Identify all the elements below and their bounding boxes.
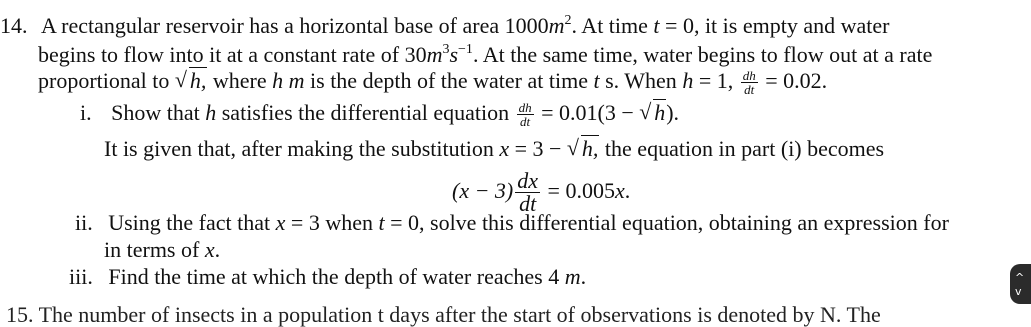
chevron-up-icon[interactable]: ^ — [1015, 271, 1025, 284]
chevron-down-icon[interactable]: v — [1015, 285, 1022, 298]
sqrt-h: √ h, — [175, 66, 208, 95]
fraction-dh-dt: $\frac{dh}{dt}$ — [742, 68, 756, 98]
part-i: i. Show that h satisfies the differential equation $\frac{dh}{dt}$ = 0.01(3 − √ h). — [80, 98, 679, 128]
part-i-label: i. — [80, 100, 92, 125]
part-iii-label: iii. — [69, 264, 93, 289]
scroll-nav-widget[interactable] — [1010, 264, 1031, 304]
question-number: 14. — [0, 13, 28, 38]
part-ii: ii. Using the fact that x = 3 when t = 0, solve this differential equation, obtaining an expression for — [75, 210, 949, 235]
transformed-equation: (x − 3) $\frac{dx}{dt}$ = 0.005x. — [452, 168, 631, 217]
next-question-fragment: 15. The number of insects in a population t days after the start of observations is denoted by N. The — [6, 302, 881, 327]
given-substitution: It is given that, after making the substitution x = 3 − √ h, the equation in part (i) becomes — [104, 134, 884, 163]
part-iii: iii. Find the time at which the depth of water reaches 4 m. — [69, 264, 587, 289]
question-line-2: begins to flow into it at a constant rate of $30m^3s^{-1}$. At the same time, water begins to flow out at a rate — [38, 42, 933, 67]
part-ii-label: ii. — [75, 210, 93, 235]
fraction-dh-dt: $\frac{dh}{dt}$ — [518, 100, 532, 130]
part-ii-line-2: in terms of x. — [104, 237, 221, 262]
sqrt-h: √ h, — [567, 134, 600, 163]
fraction-dx-dt: $\frac{dx}{dt}$ — [517, 168, 539, 217]
question-line-1: 14. A rectangular reservoir has a horizontal base of area $1000m^2$. At time t = 0, it is empty and water — [0, 13, 890, 38]
question-line-3: proportional to √ h, where h m is the depth of the water at time t s. When h = 1, $\frac{dh}{dt}$ = 0.02. — [38, 66, 827, 96]
sqrt-h: √ h — [639, 98, 666, 127]
